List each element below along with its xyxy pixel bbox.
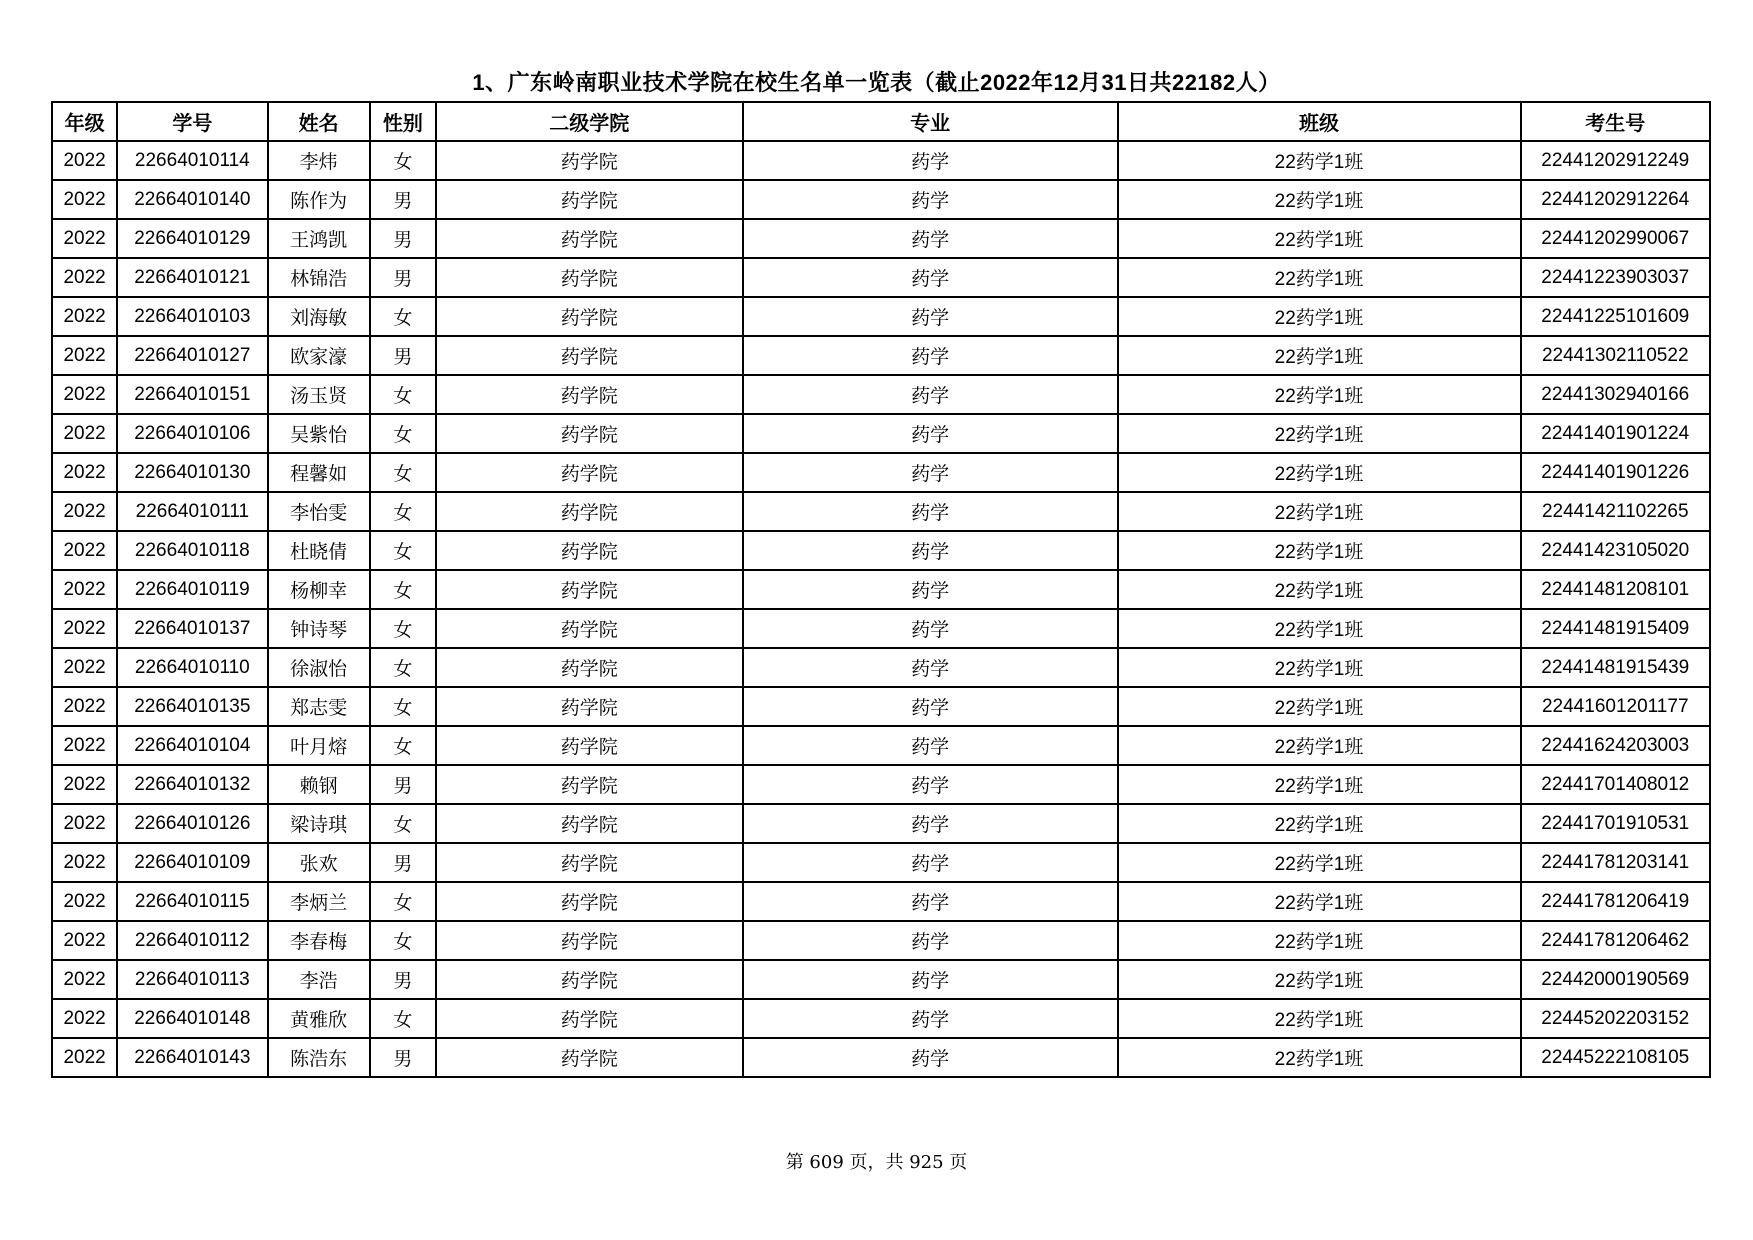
cell-grade: 2022	[52, 999, 117, 1038]
cell-student-id: 22664010143	[117, 1038, 267, 1077]
cell-name: 林锦浩	[268, 258, 370, 297]
cell-class: 22药学1班	[1118, 141, 1521, 180]
cell-grade: 2022	[52, 609, 117, 648]
cell-grade: 2022	[52, 570, 117, 609]
cell-gender: 男	[370, 843, 436, 882]
cell-college: 药学院	[436, 375, 743, 414]
cell-name: 杜晓倩	[268, 531, 370, 570]
cell-student-id: 22664010137	[117, 609, 267, 648]
cell-gender: 女	[370, 687, 436, 726]
column-header-college: 二级学院	[436, 102, 743, 141]
table-row	[52, 375, 1710, 414]
cell-major: 药学	[743, 726, 1118, 765]
table-row	[52, 492, 1710, 531]
cell-gender: 女	[370, 453, 436, 492]
cell-grade: 2022	[52, 414, 117, 453]
cell-college: 药学院	[436, 336, 743, 375]
cell-grade: 2022	[52, 258, 117, 297]
cell-class: 22药学1班	[1118, 999, 1521, 1038]
table-row	[52, 726, 1710, 765]
cell-grade: 2022	[52, 219, 117, 258]
cell-name: 赖钢	[268, 765, 370, 804]
cell-student-id: 22664010115	[117, 882, 267, 921]
cell-student-id: 22664010132	[117, 765, 267, 804]
cell-student-id: 22664010121	[117, 258, 267, 297]
cell-class: 22药学1班	[1118, 219, 1521, 258]
cell-student-id: 22664010148	[117, 999, 267, 1038]
cell-gender: 男	[370, 258, 436, 297]
cell-grade: 2022	[52, 726, 117, 765]
cell-class: 22药学1班	[1118, 492, 1521, 531]
cell-exam-number: 22445222108105	[1521, 1038, 1711, 1077]
table-row	[52, 336, 1710, 375]
cell-name: 刘海敏	[268, 297, 370, 336]
cell-class: 22药学1班	[1118, 804, 1521, 843]
cell-exam-number: 22445202203152	[1521, 999, 1711, 1038]
table-row	[52, 843, 1710, 882]
cell-name: 李怡雯	[268, 492, 370, 531]
cell-gender: 女	[370, 570, 436, 609]
cell-gender: 女	[370, 648, 436, 687]
cell-student-id: 22664010151	[117, 375, 267, 414]
cell-gender: 女	[370, 726, 436, 765]
cell-student-id: 22664010135	[117, 687, 267, 726]
cell-gender: 女	[370, 804, 436, 843]
cell-class: 22药学1班	[1118, 960, 1521, 999]
cell-class: 22药学1班	[1118, 297, 1521, 336]
cell-major: 药学	[743, 531, 1118, 570]
cell-major: 药学	[743, 297, 1118, 336]
cell-exam-number: 22441781203141	[1521, 843, 1711, 882]
cell-student-id: 22664010112	[117, 921, 267, 960]
cell-name: 陈作为	[268, 180, 370, 219]
cell-class: 22药学1班	[1118, 336, 1521, 375]
cell-grade: 2022	[52, 687, 117, 726]
cell-class: 22药学1班	[1118, 453, 1521, 492]
cell-gender: 女	[370, 414, 436, 453]
table-row	[52, 609, 1710, 648]
cell-grade: 2022	[52, 531, 117, 570]
cell-gender: 女	[370, 882, 436, 921]
cell-grade: 2022	[52, 375, 117, 414]
cell-gender: 男	[370, 765, 436, 804]
cell-exam-number: 22441601201177	[1521, 687, 1711, 726]
cell-major: 药学	[743, 687, 1118, 726]
cell-major: 药学	[743, 219, 1118, 258]
cell-major: 药学	[743, 141, 1118, 180]
cell-grade: 2022	[52, 804, 117, 843]
cell-college: 药学院	[436, 960, 743, 999]
cell-name: 王鸿凯	[268, 219, 370, 258]
cell-name: 欧家濠	[268, 336, 370, 375]
cell-name: 张欢	[268, 843, 370, 882]
cell-exam-number: 22441302110522	[1521, 336, 1711, 375]
cell-exam-number: 22441481915409	[1521, 609, 1711, 648]
cell-gender: 女	[370, 531, 436, 570]
cell-gender: 女	[370, 609, 436, 648]
cell-gender: 女	[370, 375, 436, 414]
cell-class: 22药学1班	[1118, 843, 1521, 882]
cell-major: 药学	[743, 258, 1118, 297]
table-row	[52, 960, 1710, 999]
cell-exam-number: 22441423105020	[1521, 531, 1711, 570]
cell-college: 药学院	[436, 414, 743, 453]
table-row	[52, 1038, 1710, 1077]
table-row	[52, 921, 1710, 960]
cell-grade: 2022	[52, 882, 117, 921]
cell-name: 杨柳幸	[268, 570, 370, 609]
table-row	[52, 531, 1710, 570]
cell-class: 22药学1班	[1118, 921, 1521, 960]
cell-student-id: 22664010118	[117, 531, 267, 570]
cell-grade: 2022	[52, 648, 117, 687]
cell-exam-number: 22441624203003	[1521, 726, 1711, 765]
cell-name: 李浩	[268, 960, 370, 999]
cell-grade: 2022	[52, 921, 117, 960]
cell-grade: 2022	[52, 765, 117, 804]
cell-student-id: 22664010130	[117, 453, 267, 492]
cell-college: 药学院	[436, 648, 743, 687]
cell-class: 22药学1班	[1118, 531, 1521, 570]
cell-grade: 2022	[52, 960, 117, 999]
cell-college: 药学院	[436, 219, 743, 258]
cell-college: 药学院	[436, 843, 743, 882]
cell-name: 吴紫怡	[268, 414, 370, 453]
cell-name: 陈浩东	[268, 1038, 370, 1077]
cell-class: 22药学1班	[1118, 687, 1521, 726]
cell-college: 药学院	[436, 921, 743, 960]
cell-college: 药学院	[436, 453, 743, 492]
cell-college: 药学院	[436, 765, 743, 804]
cell-major: 药学	[743, 180, 1118, 219]
cell-college: 药学院	[436, 726, 743, 765]
cell-college: 药学院	[436, 492, 743, 531]
table-row	[52, 804, 1710, 843]
cell-major: 药学	[743, 453, 1118, 492]
cell-class: 22药学1班	[1118, 882, 1521, 921]
cell-exam-number: 22441781206419	[1521, 882, 1711, 921]
cell-student-id: 22664010127	[117, 336, 267, 375]
column-header-class: 班级	[1118, 102, 1521, 141]
cell-major: 药学	[743, 882, 1118, 921]
cell-exam-number: 22441225101609	[1521, 297, 1711, 336]
cell-gender: 女	[370, 492, 436, 531]
cell-major: 药学	[743, 804, 1118, 843]
cell-class: 22药学1班	[1118, 1038, 1521, 1077]
cell-major: 药学	[743, 765, 1118, 804]
cell-class: 22药学1班	[1118, 765, 1521, 804]
cell-student-id: 22664010106	[117, 414, 267, 453]
cell-gender: 男	[370, 180, 436, 219]
table-row	[52, 297, 1710, 336]
cell-student-id: 22664010111	[117, 492, 267, 531]
cell-major: 药学	[743, 648, 1118, 687]
cell-name: 郑志雯	[268, 687, 370, 726]
table-row	[52, 180, 1710, 219]
cell-grade: 2022	[52, 141, 117, 180]
cell-grade: 2022	[52, 180, 117, 219]
cell-student-id: 22664010140	[117, 180, 267, 219]
cell-major: 药学	[743, 609, 1118, 648]
cell-gender: 女	[370, 921, 436, 960]
column-header-grade: 年级	[52, 102, 117, 141]
cell-exam-number: 22441202912264	[1521, 180, 1711, 219]
cell-college: 药学院	[436, 297, 743, 336]
table-row	[52, 570, 1710, 609]
cell-exam-number: 22441401901226	[1521, 453, 1711, 492]
table-row	[52, 453, 1710, 492]
cell-exam-number: 22441701408012	[1521, 765, 1711, 804]
cell-grade: 2022	[52, 492, 117, 531]
student-roster-table	[51, 101, 1711, 1078]
page-footer: 第 609 页，共 925 页	[785, 1152, 968, 1173]
cell-student-id: 22664010119	[117, 570, 267, 609]
table-row	[52, 687, 1710, 726]
column-header-name: 姓名	[268, 102, 370, 141]
cell-grade: 2022	[52, 336, 117, 375]
cell-name: 李春梅	[268, 921, 370, 960]
cell-class: 22药学1班	[1118, 180, 1521, 219]
cell-student-id: 22664010126	[117, 804, 267, 843]
cell-student-id: 22664010129	[117, 219, 267, 258]
cell-major: 药学	[743, 375, 1118, 414]
column-header-exam-number: 考生号	[1521, 102, 1711, 141]
table-row	[52, 648, 1710, 687]
cell-name: 叶月熔	[268, 726, 370, 765]
cell-class: 22药学1班	[1118, 648, 1521, 687]
cell-major: 药学	[743, 336, 1118, 375]
table-header-row	[52, 102, 1710, 141]
cell-gender: 男	[370, 219, 436, 258]
cell-college: 药学院	[436, 531, 743, 570]
cell-gender: 女	[370, 297, 436, 336]
cell-college: 药学院	[436, 180, 743, 219]
cell-class: 22药学1班	[1118, 609, 1521, 648]
cell-exam-number: 22441701910531	[1521, 804, 1711, 843]
table-row	[52, 258, 1710, 297]
cell-class: 22药学1班	[1118, 414, 1521, 453]
cell-exam-number: 22441202990067	[1521, 219, 1711, 258]
cell-college: 药学院	[436, 609, 743, 648]
cell-grade: 2022	[52, 453, 117, 492]
cell-college: 药学院	[436, 258, 743, 297]
cell-major: 药学	[743, 492, 1118, 531]
cell-college: 药学院	[436, 882, 743, 921]
column-header-student-id: 学号	[117, 102, 267, 141]
cell-exam-number: 22441481208101	[1521, 570, 1711, 609]
cell-college: 药学院	[436, 1038, 743, 1077]
column-header-major: 专业	[743, 102, 1118, 141]
table-row	[52, 765, 1710, 804]
document-title: 1、广东岭南职业技术学院在校生名单一览表（截止2022年12月31日共22182人）	[472, 70, 1281, 95]
cell-college: 药学院	[436, 570, 743, 609]
cell-major: 药学	[743, 843, 1118, 882]
cell-exam-number: 22441401901224	[1521, 414, 1711, 453]
cell-exam-number: 22441481915439	[1521, 648, 1711, 687]
cell-class: 22药学1班	[1118, 570, 1521, 609]
cell-gender: 男	[370, 336, 436, 375]
cell-student-id: 22664010110	[117, 648, 267, 687]
cell-name: 汤玉贤	[268, 375, 370, 414]
cell-student-id: 22664010103	[117, 297, 267, 336]
column-header-gender: 性别	[370, 102, 436, 141]
cell-major: 药学	[743, 570, 1118, 609]
table-row	[52, 999, 1710, 1038]
cell-gender: 女	[370, 141, 436, 180]
cell-student-id: 22664010113	[117, 960, 267, 999]
cell-exam-number: 22441202912249	[1521, 141, 1711, 180]
cell-major: 药学	[743, 999, 1118, 1038]
cell-name: 梁诗琪	[268, 804, 370, 843]
cell-name: 李炜	[268, 141, 370, 180]
cell-name: 程馨如	[268, 453, 370, 492]
cell-college: 药学院	[436, 687, 743, 726]
cell-class: 22药学1班	[1118, 726, 1521, 765]
cell-college: 药学院	[436, 141, 743, 180]
cell-exam-number: 22441223903037	[1521, 258, 1711, 297]
table-row	[52, 141, 1710, 180]
cell-name: 钟诗琴	[268, 609, 370, 648]
cell-exam-number: 22441421102265	[1521, 492, 1711, 531]
cell-name: 李炳兰	[268, 882, 370, 921]
cell-college: 药学院	[436, 804, 743, 843]
cell-student-id: 22664010109	[117, 843, 267, 882]
cell-major: 药学	[743, 414, 1118, 453]
cell-major: 药学	[743, 960, 1118, 999]
table-body	[52, 141, 1710, 1077]
cell-gender: 男	[370, 960, 436, 999]
cell-gender: 男	[370, 1038, 436, 1077]
cell-major: 药学	[743, 1038, 1118, 1077]
cell-name: 黄雅欣	[268, 999, 370, 1038]
cell-exam-number: 22441781206462	[1521, 921, 1711, 960]
table-row	[52, 882, 1710, 921]
cell-exam-number: 22441302940166	[1521, 375, 1711, 414]
cell-student-id: 22664010104	[117, 726, 267, 765]
cell-gender: 女	[370, 999, 436, 1038]
cell-student-id: 22664010114	[117, 141, 267, 180]
cell-grade: 2022	[52, 297, 117, 336]
table-row	[52, 414, 1710, 453]
cell-grade: 2022	[52, 1038, 117, 1077]
cell-major: 药学	[743, 921, 1118, 960]
cell-class: 22药学1班	[1118, 258, 1521, 297]
cell-exam-number: 22442000190569	[1521, 960, 1711, 999]
cell-college: 药学院	[436, 999, 743, 1038]
table-row	[52, 219, 1710, 258]
cell-grade: 2022	[52, 843, 117, 882]
cell-class: 22药学1班	[1118, 375, 1521, 414]
cell-name: 徐淑怡	[268, 648, 370, 687]
